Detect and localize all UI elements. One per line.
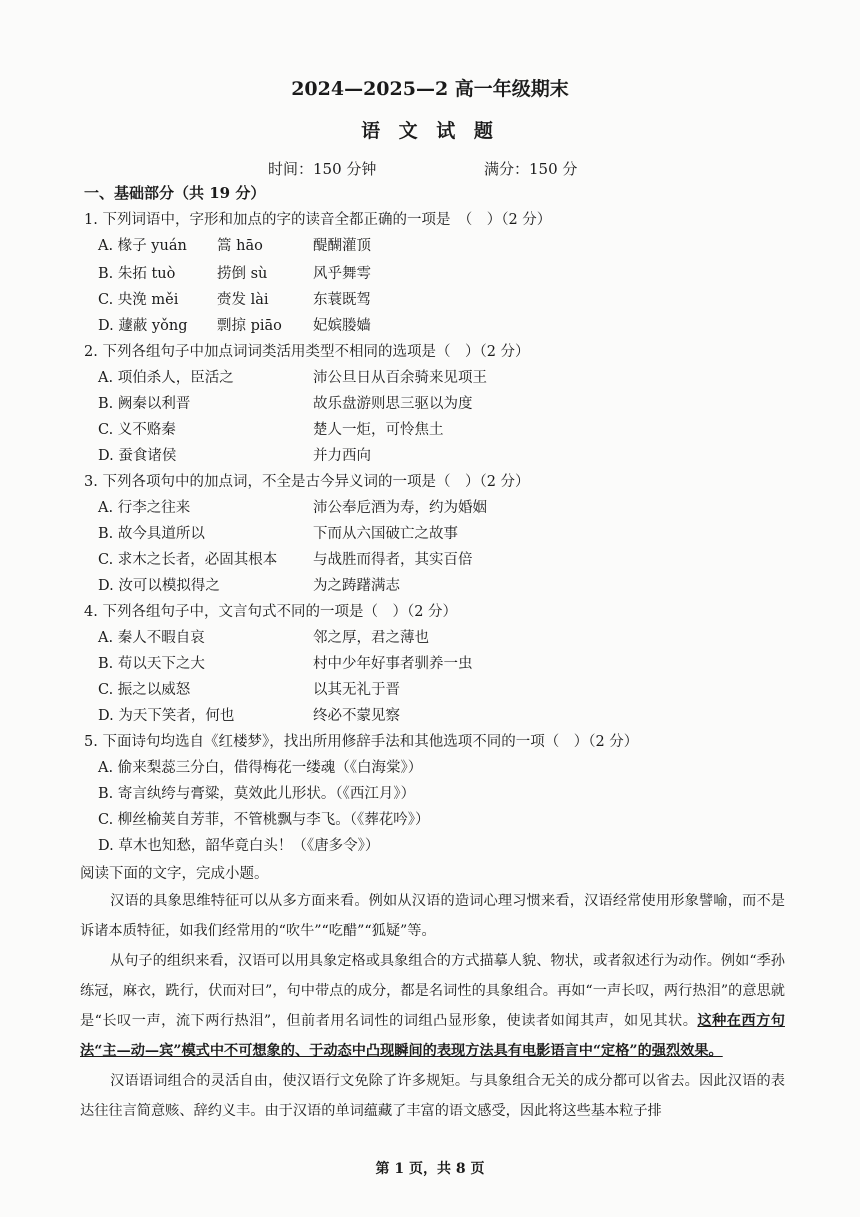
exam-subtitle: 语 文 试 题 — [361, 120, 499, 142]
passage-text: 汉语语词组合的灵活自由，使汉语行文免除了许多规矩。与具象组合无关的成分都可以省去。因此汉语的表达往往言简意赅、辞约义丰。由于汉语的单词蕴藏了丰富的语文感受，因此将这些基本粒子排 — [80, 1073, 785, 1119]
option-text: B. 苟以天下之大 — [98, 656, 205, 672]
question-stem: 2. 下列各组句子中加点词词类活用类型不相同的选项是（ ）（2 分） — [84, 344, 530, 360]
reading-instruction: 阅读下面的文字，完成小题。 — [80, 866, 269, 882]
option-text: 邻之厚，君之薄也 — [313, 630, 429, 646]
option-text: C. 柳丝榆荚自芳菲，不管桃飘与李飞。（《葬花吟》） — [98, 812, 430, 828]
exam-score: 满分：150 分 — [484, 160, 578, 178]
option-text: 沛公旦日从百余骑来见项王 — [313, 370, 487, 386]
underlined-sentence: 这种在西方句法“主—动—宾”模式中不可想象的、于动态中凸现瞬间的表现方法具有电影语言中“定格”的强烈效果。 — [80, 1013, 785, 1059]
option-text: B. 阙秦以利晋 — [98, 396, 191, 412]
option-text: 醍醐灌顶 — [313, 238, 371, 254]
passage-paragraph-1 — [80, 886, 785, 946]
option-text: B. 朱拓 tuò — [98, 266, 176, 282]
option-text: 沛公奉卮酒为寿，约为婚姻 — [313, 500, 487, 516]
passage-paragraph-2 — [80, 946, 785, 1066]
option-text: C. 央浼 měi — [98, 292, 179, 308]
option-text: 妃嫔媵嫱 — [313, 318, 371, 334]
option-text: 风乎舞雩 — [313, 266, 371, 282]
option-text: A. 行李之往来 — [98, 500, 191, 516]
option-text: 东蓑既驾 — [313, 292, 371, 308]
option-text: 以其无礼于晋 — [313, 682, 400, 698]
option-text: A. 偷来梨蕊三分白，借得梅花一缕魂（《白海棠》） — [98, 760, 423, 776]
option-text: 村中少年好事者驯养一虫 — [313, 656, 473, 672]
passage-paragraph-3 — [80, 1066, 785, 1126]
exam-title: 2024—2025—2 高一年级期末 — [291, 78, 569, 100]
option-text: C. 振之以威怒 — [98, 682, 191, 698]
question-stem: 4. 下列各组句子中，文言句式不同的一项是（ ）（2 分） — [84, 604, 458, 620]
option-text: D. 草木也知愁，韶华竟白头！（《唐多令》） — [98, 838, 380, 854]
option-text: 赍发 lài — [217, 292, 269, 308]
option-text: 楚人一炬，可怜焦土 — [313, 422, 444, 438]
option-text: A. 项伯杀人，臣活之 — [98, 370, 234, 386]
question-stem: 5. 下面诗句均选自《红楼梦》，找出所用修辞手法和其他选项不同的一项（ ）（2 分） — [84, 734, 639, 750]
option-text: B. 故今具道所以 — [98, 526, 205, 542]
passage-text: 汉语的具象思维特征可以从多方面来看。例如从汉语的造词心理习惯来看，汉语经常使用形象譬喻，而不是诉诸本质特征，如我们经常用的“吹牛”“吃醋”“狐疑”等。 — [80, 893, 785, 939]
page-number: 第 1 页，共 8 页 — [375, 1161, 485, 1177]
option-text: 下而从六国破亡之故事 — [313, 526, 458, 542]
option-text: D. 蘧蔽 yǒng — [98, 318, 188, 334]
option-text: 并力西向 — [313, 448, 371, 464]
option-text: C. 求木之长者，必固其根本 — [98, 552, 278, 568]
option-text: 与战胜而得者，其实百倍 — [313, 552, 473, 568]
option-text: 故乐盘游则思三驱以为度 — [313, 396, 473, 412]
option-text: 终必不蒙见察 — [313, 708, 400, 724]
passage-text: 从句子的组织来看，汉语可以用具象定格或具象组合的方式描摹人貌、物状，或者叙述行为动作。例如“季孙练冠，麻衣，跣行，伏而对曰”，句中带点的成分，都是名词性的具象组合。再如“一声长叹，两行热泪”的意思就是“长叹一声，流下两行热泪”，但前者用名词性的词组凸显形象，使读者如闻其声，如见其状。 — [80, 953, 785, 1029]
option-text: 剽掠 piāo — [217, 318, 282, 334]
option-text: 捞倒 sù — [217, 266, 268, 282]
option-text: 篙 hāo — [217, 238, 263, 254]
option-text: C. 义不赂秦 — [98, 422, 176, 438]
question-stem: 1. 下列词语中，字形和加点的字的读音全都正确的一项是 （ ）（2 分） — [84, 212, 552, 228]
option-text: D. 汝可以模拟得之 — [98, 578, 220, 594]
option-text: D. 为天下笑者，何也 — [98, 708, 235, 724]
option-text: 为之踌躇满志 — [313, 578, 400, 594]
option-text: B. 寄言纨绔与膏粱，莫效此儿形状。（《西江月》） — [98, 786, 416, 802]
option-text: A. 椽子 yuán — [98, 238, 187, 254]
option-text: A. 秦人不暇自哀 — [98, 630, 205, 646]
section-heading: 一、基础部分（共 19 分） — [84, 184, 266, 202]
question-stem: 3. 下列各项句中的加点词，不全是古今异义词的一项是（ ）（2 分） — [84, 474, 530, 490]
exam-time: 时间：150 分钟 — [268, 160, 377, 178]
option-text: D. 蚕食诸侯 — [98, 448, 177, 464]
